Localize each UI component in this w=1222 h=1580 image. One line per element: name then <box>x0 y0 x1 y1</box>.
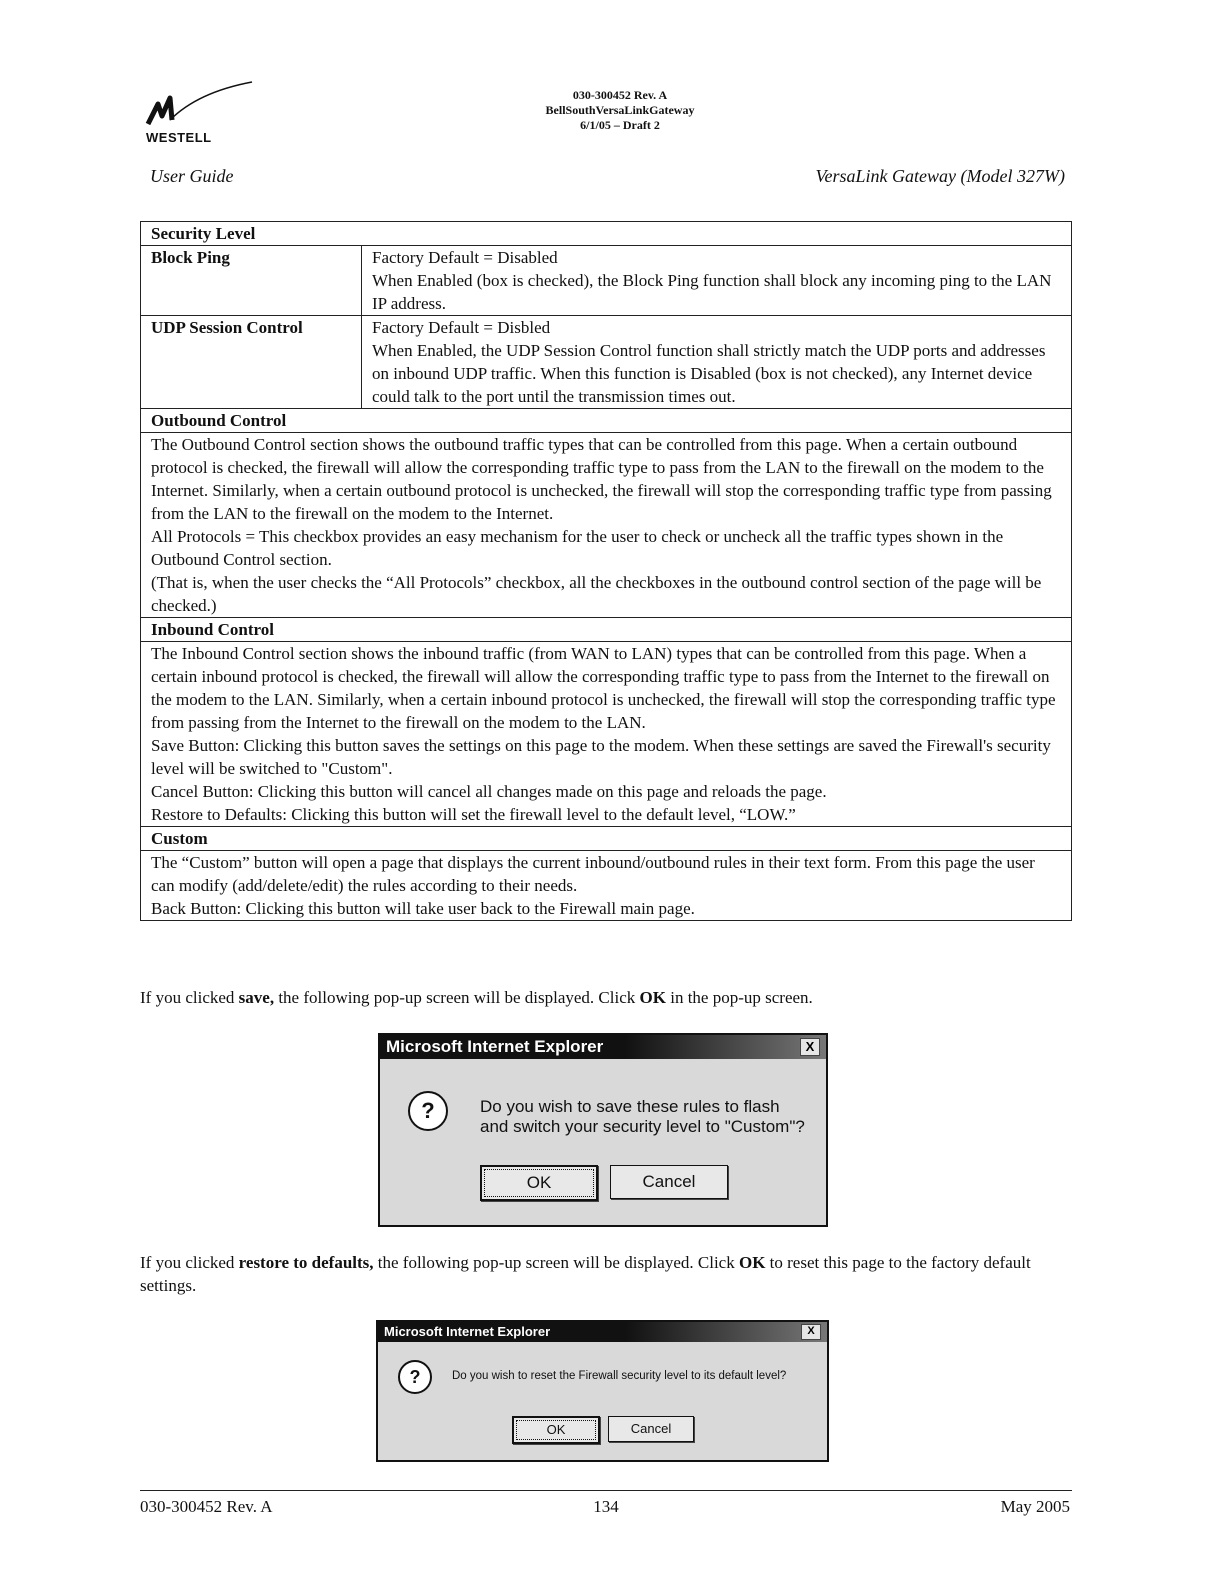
table-row <box>141 618 1072 642</box>
dialog-title: Microsoft Internet Explorer <box>386 1037 604 1056</box>
doc-number: 030-300452 Rev. A <box>572 88 668 102</box>
body-line: Save Button: Clicking this button saves the settings on this page to the modem. When these settings are saved the Firewall's security level will be switched to "Custom". <box>151 736 1051 778</box>
row-label: UDP Session Control <box>141 316 362 409</box>
section-heading: Security Level <box>141 222 1072 246</box>
emphasis: OK <box>639 988 666 1007</box>
text: If you clicked <box>140 988 239 1007</box>
description-line: Factory Default = Disabled <box>372 248 558 267</box>
table-row <box>141 433 1072 618</box>
text: the following pop-up screen will be displayed. Click <box>274 988 640 1007</box>
text: If you clicked <box>140 1253 239 1272</box>
product-code: BellSouthVersaLinkGateway <box>545 103 695 117</box>
firewall-settings-table <box>140 221 1072 921</box>
dialog-title: Microsoft Internet Explorer <box>384 1324 551 1339</box>
body-line: The “Custom” button will open a page that displays the current inbound/outbound rules in their text form. From this page the user can modify (add/delete/edit) the rules according to their needs. <box>151 853 1035 895</box>
body-line: Cancel Button: Clicking this button will cancel all changes made on this page and reloads the page. <box>151 782 827 801</box>
ok-button[interactable]: OK <box>512 1416 600 1444</box>
text: the following pop-up screen will be displayed. Click <box>373 1253 739 1272</box>
dialog-titlebar <box>378 1322 827 1342</box>
body-line: (That is, when the user checks the “All Protocols” checkbox, all the checkboxes in the outbound control section of the page will be checked.) <box>151 573 1042 615</box>
question-icon: ? <box>398 1360 432 1394</box>
body-line: All Protocols = This checkbox provides an easy mechanism for the user to check or uncheck all the traffic types shown in the Outbound Control section. <box>151 527 1004 569</box>
body-line: The Inbound Control section shows the inbound traffic (from WAN to LAN) types that can be controlled from this page. When a certain inbound protocol is checked, the firewall will allow the corresponding traffic type to pass from the Internet to the firewall on the modem to the LAN. Similarly, when a certain inbound protocol is unchecked, the firewall will stop the corresponding traffic type from passing from the Internet to the firewall on the modem to the LAN. <box>151 644 1056 732</box>
section-heading: Outbound Control <box>141 409 1072 433</box>
table-row <box>141 246 1072 316</box>
row-description <box>362 316 1072 409</box>
restore-instruction <box>140 1251 1075 1297</box>
body-line: Back Button: Clicking this button will take user back to the Firewall main page. <box>151 899 695 918</box>
page-number: 134 <box>593 1497 619 1516</box>
ok-button[interactable]: OK <box>480 1165 598 1201</box>
question-icon: ? <box>408 1091 448 1131</box>
dialog-titlebar <box>380 1035 826 1059</box>
dialog-message <box>480 1097 805 1137</box>
section-heading: Custom <box>141 827 1072 851</box>
reset-confirm-dialog <box>376 1320 829 1462</box>
section-heading: Inbound Control <box>141 618 1072 642</box>
table-row <box>141 642 1072 827</box>
save-confirm-dialog <box>378 1033 828 1227</box>
product-title: VersaLink Gateway (Model 327W) <box>815 166 1065 186</box>
footer-date: May 2005 <box>1000 1497 1070 1516</box>
close-icon[interactable]: X <box>800 1038 820 1056</box>
emphasis: save, <box>238 988 275 1007</box>
description-line: Factory Default = Disbled <box>372 318 551 337</box>
text: in the pop-up screen. <box>665 988 813 1007</box>
close-icon[interactable]: X <box>801 1324 821 1340</box>
logo-wordmark: WESTELL <box>146 130 212 145</box>
table-row <box>141 222 1072 246</box>
table-row <box>141 827 1072 851</box>
cancel-button[interactable]: Cancel <box>610 1165 728 1199</box>
description-line: When Enabled, the UDP Session Control function shall strictly match the UDP ports and addresses on inbound UDP traffic. When this function is Disabled (box is not checked), any Internet device could talk to the port until the transmission times out. <box>372 341 1046 406</box>
message-line: Do you wish to save these rules to flash <box>480 1097 780 1116</box>
emphasis: OK <box>738 1253 766 1272</box>
table-row <box>141 316 1072 409</box>
draft-date: 6/1/05 – Draft 2 <box>580 118 660 132</box>
table-row <box>141 409 1072 433</box>
section-body <box>141 433 1072 618</box>
section-body <box>141 851 1072 921</box>
document-header <box>420 88 820 133</box>
emphasis: restore to defaults, <box>238 1253 374 1272</box>
message-line: and switch your security level to "Custom"? <box>480 1117 805 1136</box>
footer-rule <box>140 1490 1072 1491</box>
text: to reset this page to the factory default settings. <box>140 1253 1031 1295</box>
dialog-message: Do you wish to reset the Firewall security level to its default level? <box>452 1370 787 1382</box>
table-row <box>141 851 1072 921</box>
guide-title: User Guide <box>150 166 234 186</box>
footer-doc-number: 030-300452 Rev. A <box>140 1497 273 1516</box>
cancel-button[interactable]: Cancel <box>608 1416 694 1442</box>
row-label: Block Ping <box>141 246 362 316</box>
body-line: The Outbound Control section shows the outbound traffic types that can be controlled from this page. When a certain outbound protocol is checked, the firewall will allow the corresponding traffic type to pass from the LAN to the firewall on the modem to the Internet. Similarly, when a certain outbound protocol is unchecked, the firewall will stop the corresponding traffic type from passing from the LAN to the firewall on the modem to the Internet. <box>151 435 1052 523</box>
save-instruction <box>140 986 1075 1009</box>
description-line: When Enabled (box is checked), the Block Ping function shall block any incoming ping to the LAN IP address. <box>372 271 1052 313</box>
body-line: Restore to Defaults: Clicking this button will set the firewall level to the default level, “LOW.” <box>151 805 796 824</box>
section-body <box>141 642 1072 827</box>
row-description <box>362 246 1072 316</box>
